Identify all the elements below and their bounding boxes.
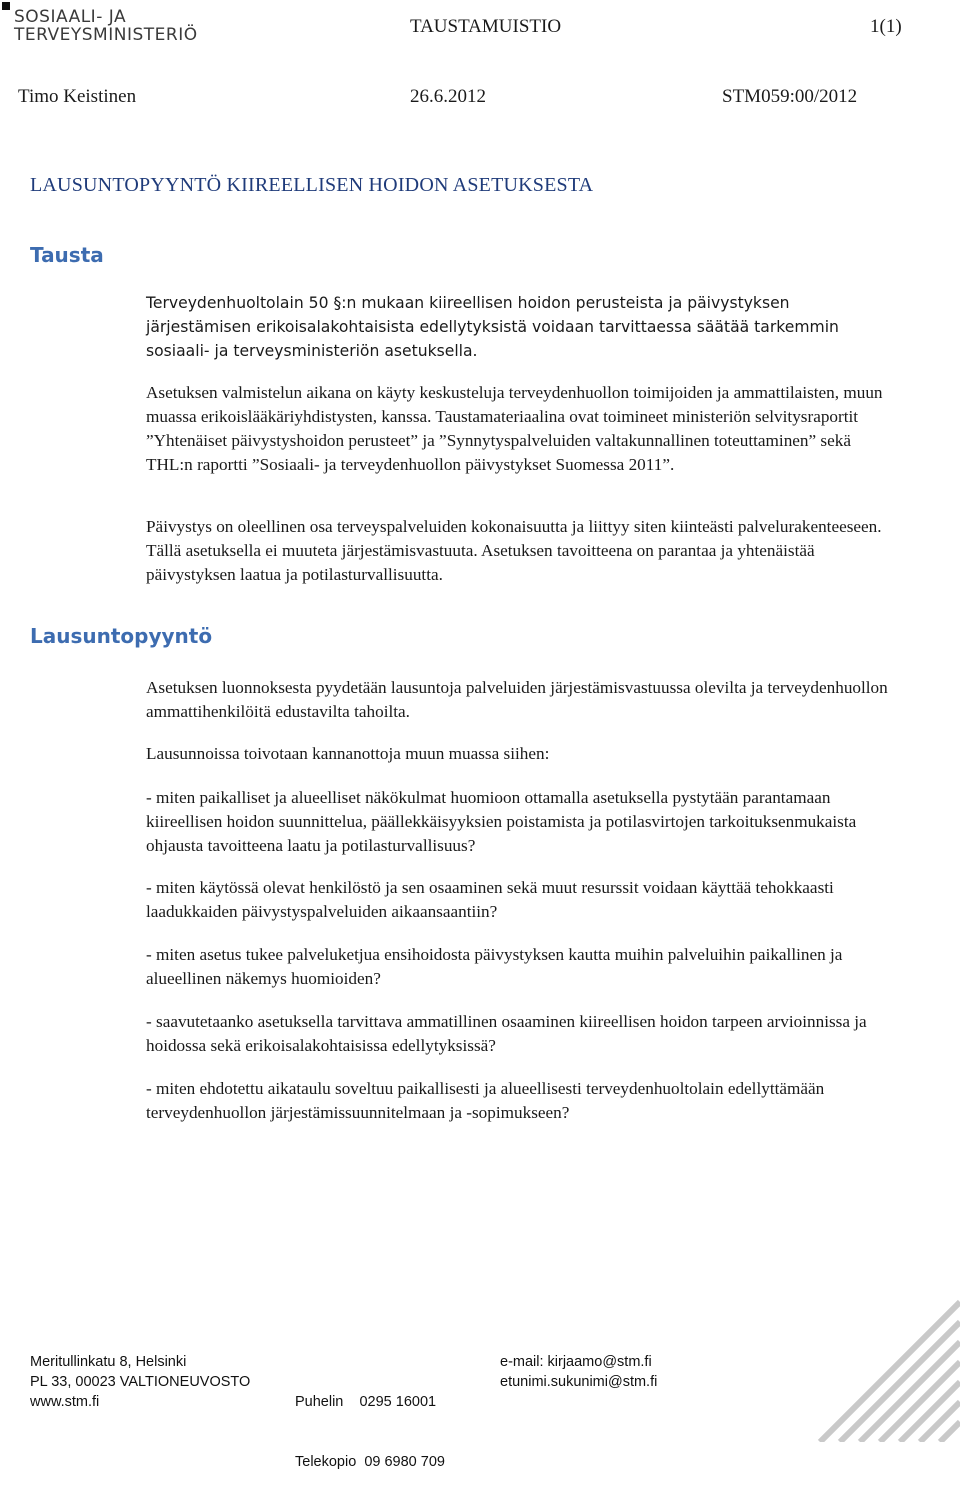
document-title: LAUSUNTOPYYNTÖ KIIREELLISEN HOIDON ASETUKSESTA <box>30 174 594 196</box>
list-item: - miten ehdotettu aikataulu soveltuu paikallisesti ja alueellisesti terveydenhuoltolain edellyttämään terveydenhuollon järjestämissuunnitelmaan ja -sopimukseen? <box>146 1079 825 1122</box>
author: Timo Keistinen <box>18 86 137 107</box>
footer-website[interactable]: www.stm.fi <box>30 1394 100 1410</box>
paragraph: Asetuksen valmistelun aikana on käyty keskusteluja terveydenhuollon toimijoiden ja ammattilaisten, muun muassa erikoislääkäriyhdistysten, kanssa. Taustamateriaalina ovat toimineet ministeriön selvitysraportit ”Yhtenäiset päivystyshoidon perusteet” ja ”Synnytyspalveluiden valtakunnallinen toteuttaminen” sekä THL:n raportti ”Sosiaali- ja terveydenhuollon päivystykset Suomessa 2011”. <box>146 383 883 474</box>
footer-fax: Telekopio 09 6980 709 <box>295 1454 445 1470</box>
document-date: 26.6.2012 <box>410 86 486 107</box>
footer-postal-address: PL 33, 00023 VALTIONEUVOSTO <box>30 1374 251 1390</box>
page-number: 1(1) <box>870 16 902 37</box>
corner-mark <box>2 2 10 10</box>
list-item: - miten paikalliset ja alueelliset näkökulmat huomioon ottamalla asetuksella pystytään parantamaan kiireellisen hoidon suunnittelua, päällekkäisyyksien poistamista ja potilasvirtojen tarkoituksenmukaista ohjausta tavoitteena laatu ja potilasturvallisuus? <box>146 788 857 855</box>
paragraph: Asetuksen luonnoksesta pyydetään lausuntoja palveluiden järjestämisvastuussa olevilta ja terveydenhuollon ammattihenkilöitä edustavilta tahoilta. <box>146 678 888 721</box>
footer-email[interactable]: e-mail: kirjaamo@stm.fi <box>500 1354 652 1370</box>
document-type: TAUSTAMUISTIO <box>410 16 562 37</box>
ministry-logo <box>14 8 198 44</box>
footer-address: Meritullinkatu 8, Helsinki <box>30 1354 187 1370</box>
paragraph: Päivystys on oleellinen osa terveyspalveluiden kokonaisuutta ja liittyy siten kiinteästi palvelurakenteeseen. Tällä asetuksella ei muuteta järjestämisvastuuta. Asetuksen tavoitteena on parantaa ja yhtenäistää päivystyksen laatua ja potilasturvallisuutta. <box>146 517 882 584</box>
footer-email-personal: etunimi.sukunimi@stm.fi <box>500 1374 658 1390</box>
logo-line-1: SOSIAALI- JA <box>14 7 127 27</box>
paragraph: Lausunnoissa toivotaan kannanottoja muun muassa siihen: <box>146 744 550 763</box>
section-heading-tausta: Tausta <box>30 243 104 267</box>
section-heading-lausuntopyynto: Lausuntopyyntö <box>30 624 213 648</box>
paragraph: Terveydenhuoltolain 50 §:n mukaan kiireellisen hoidon perusteista ja päivystyksen järjestämisen erikoisalakohtaisista edellytyksistä voidaan tarvittaessa säätää tarkemmin sosiaali- ja terveysministeriön asetuksella. <box>146 294 839 360</box>
list-item: - miten käytössä olevat henkilöstö ja sen osaaminen sekä muut resurssit voidaan käyttää tehokkaasti laadukkaiden päivystyspalveluiden aikaansaantiin? <box>146 878 834 921</box>
list-item: - saavutetaanko asetuksella tarvittava ammatillinen osaaminen kiireellisen hoidon tarpeen arvioinnissa ja hoidossa sekä erikoisalakohtaisissa edellytyksissä? <box>146 1012 867 1055</box>
document-reference: STM059:00/2012 <box>722 86 858 107</box>
footer-phone: Puhelin 0295 16001 <box>295 1394 437 1410</box>
logo-line-2: TERVEYSMINISTERIÖ <box>14 25 198 45</box>
list-item: - miten asetus tukee palveluketjua ensihoidosta päivystyksen kautta muihin palveluihin paikallinen ja alueellinen näkemys huomioiden? <box>146 945 843 988</box>
decorative-stripes <box>780 1292 960 1442</box>
